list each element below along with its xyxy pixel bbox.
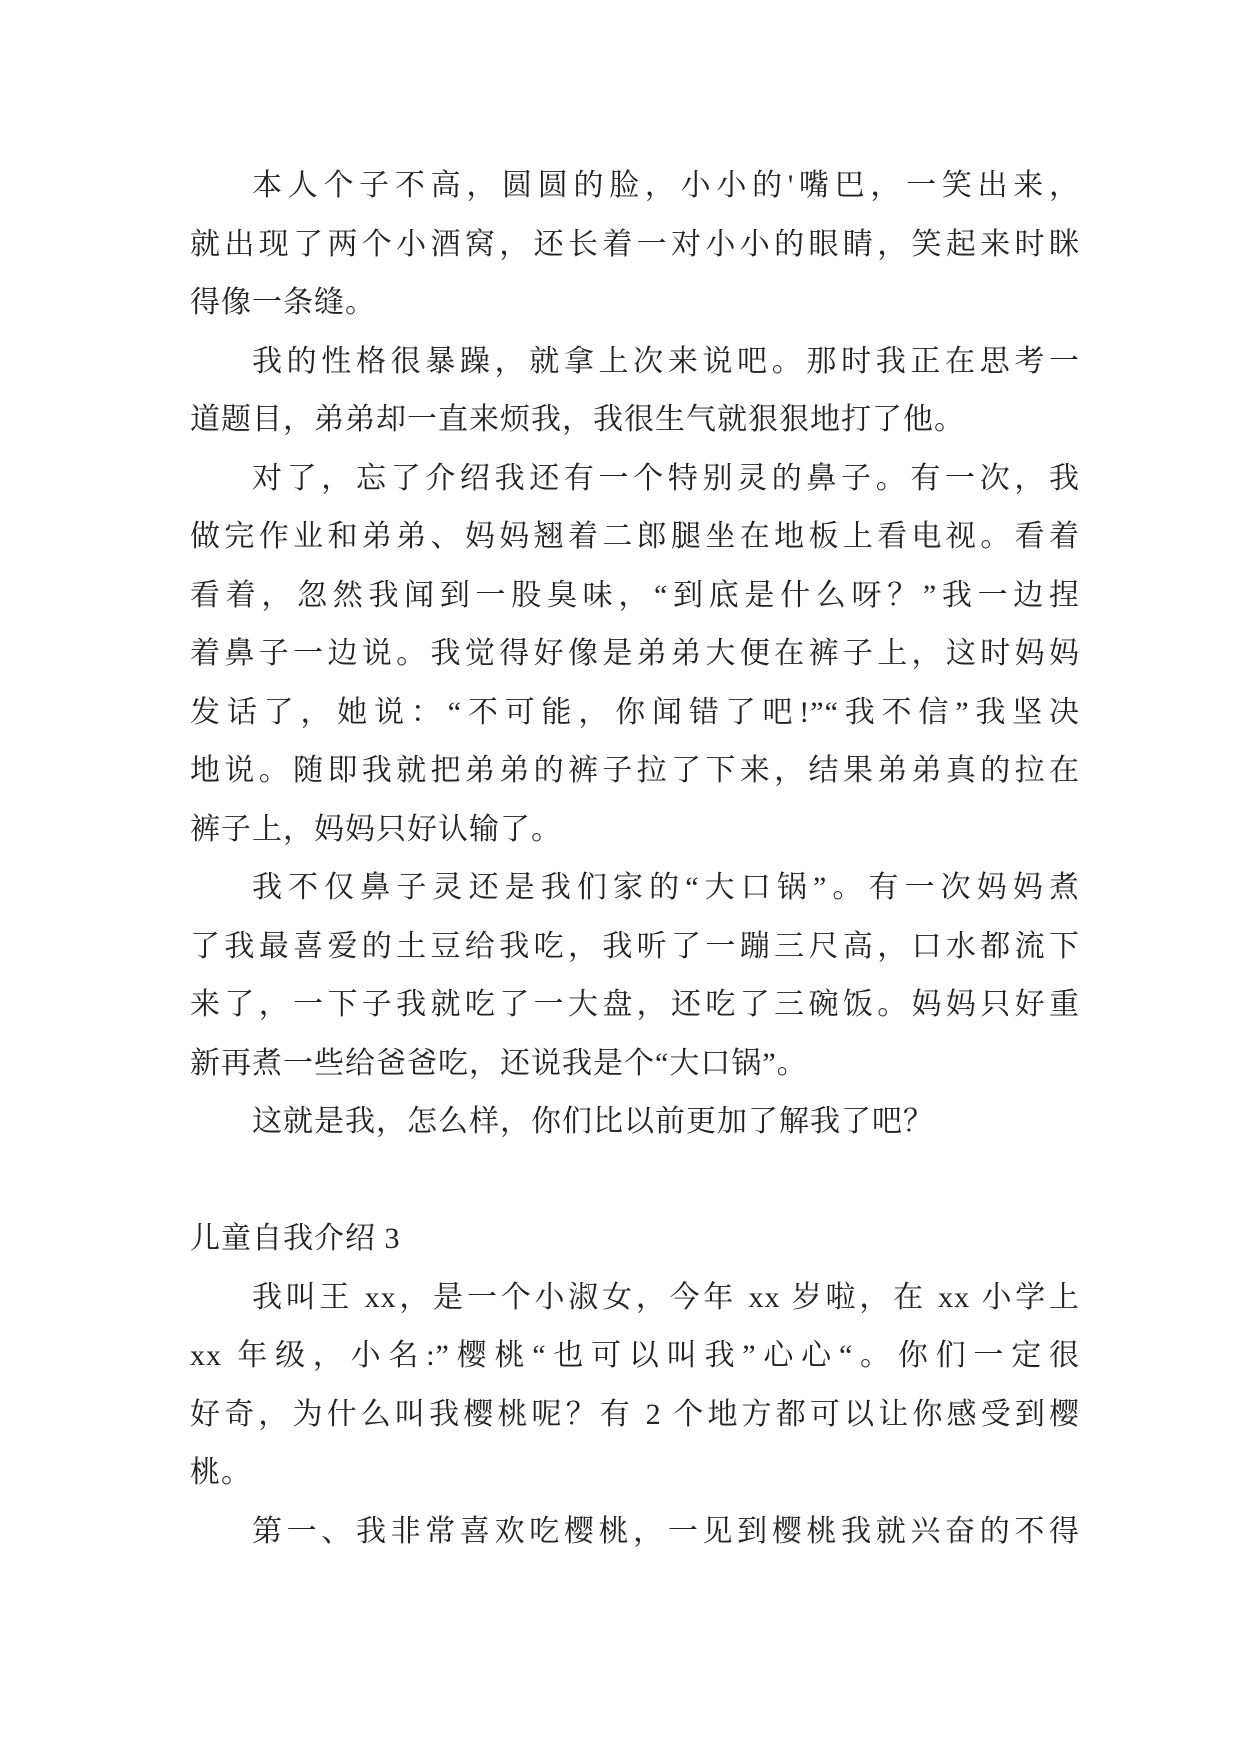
- text-line: 我叫王 xx，是一个小淑女，今年 xx 岁啦，在 xx 小学上: [252, 1280, 1080, 1314]
- text-line: 做完作业和弟弟、妈妈翘着二郎腿坐在地板上看电视。看着: [190, 520, 1080, 553]
- text-line: 桃。: [190, 1456, 252, 1489]
- text-line: 了我最喜爱的土豆给我吃，我听了一蹦三尺高，口水都流下: [190, 929, 1080, 963]
- text-line: 本人个子不高，圆圆的脸，小小的'嘴巴，一笑出来，: [252, 169, 1080, 202]
- text-line: 儿童自我介绍 3: [190, 1222, 401, 1255]
- text-line: 好奇，为什么叫我樱桃呢？有 2 个地方都可以让你感受到樱: [190, 1397, 1080, 1431]
- text-line: 发话了，她说：“不可能，你闻错了吧!”“我不信”我坚决: [190, 695, 1080, 729]
- section-heading: [190, 1210, 1080, 1269]
- text-line: 我不仅鼻子灵还是我们家的“大口锅”。有一次妈妈煮: [252, 871, 1080, 904]
- text-line: 得像一条缝。: [190, 286, 376, 319]
- text-line: 地说。随即我就把弟弟的裤子拉了下来，结果弟弟真的拉在: [190, 754, 1080, 787]
- text-line: 对了，忘了介绍我还有一个特别灵的鼻子。有一次，我: [252, 461, 1080, 495]
- text-line: 第一、我非常喜欢吃樱桃，一见到樱桃我就兴奋的不得: [252, 1514, 1080, 1548]
- paragraph: [190, 859, 1080, 1093]
- paragraph: [190, 1269, 1080, 1503]
- text-line: 裤子上，妈妈只好认输了。: [190, 812, 562, 846]
- text-line: 新再煮一些给爸爸吃，还说我是个“大口锅”。: [190, 1046, 808, 1080]
- text-line: 这就是我，怎么样，你们比以前更加了解我了吧？: [252, 1105, 934, 1138]
- paragraph: [190, 1093, 1080, 1152]
- text-line: 道题目，弟弟却一直来烦我，我很生气就狠狠地打了他。: [190, 403, 965, 436]
- text-line: 我的性格很暴躁，就拿上次来说吧。那时我正在思考一: [252, 344, 1080, 378]
- paragraph: [190, 157, 1080, 333]
- text-line: 来了，一下子我就吃了一大盘，还吃了三碗饭。妈妈只好重: [190, 988, 1080, 1021]
- document-body: [190, 157, 1080, 1561]
- text-line: 就出现了两个小酒窝，还长着一对小小的眼睛，笑起来时眯: [190, 227, 1080, 261]
- text-line: 看着，忽然我闻到一股臭味，“到底是什么呀？”我一边捏: [190, 578, 1080, 612]
- text-line: 着鼻子一边说。我觉得好像是弟弟大便在裤子上，这时妈妈: [190, 637, 1080, 670]
- line-spacer: [190, 1152, 1080, 1211]
- text-line: xx 年级，小名:”樱桃“也可以叫我”心心“。你们一定很: [190, 1339, 1080, 1372]
- paragraph: [190, 450, 1080, 860]
- paragraph: [190, 1503, 1080, 1562]
- paragraph: [190, 333, 1080, 450]
